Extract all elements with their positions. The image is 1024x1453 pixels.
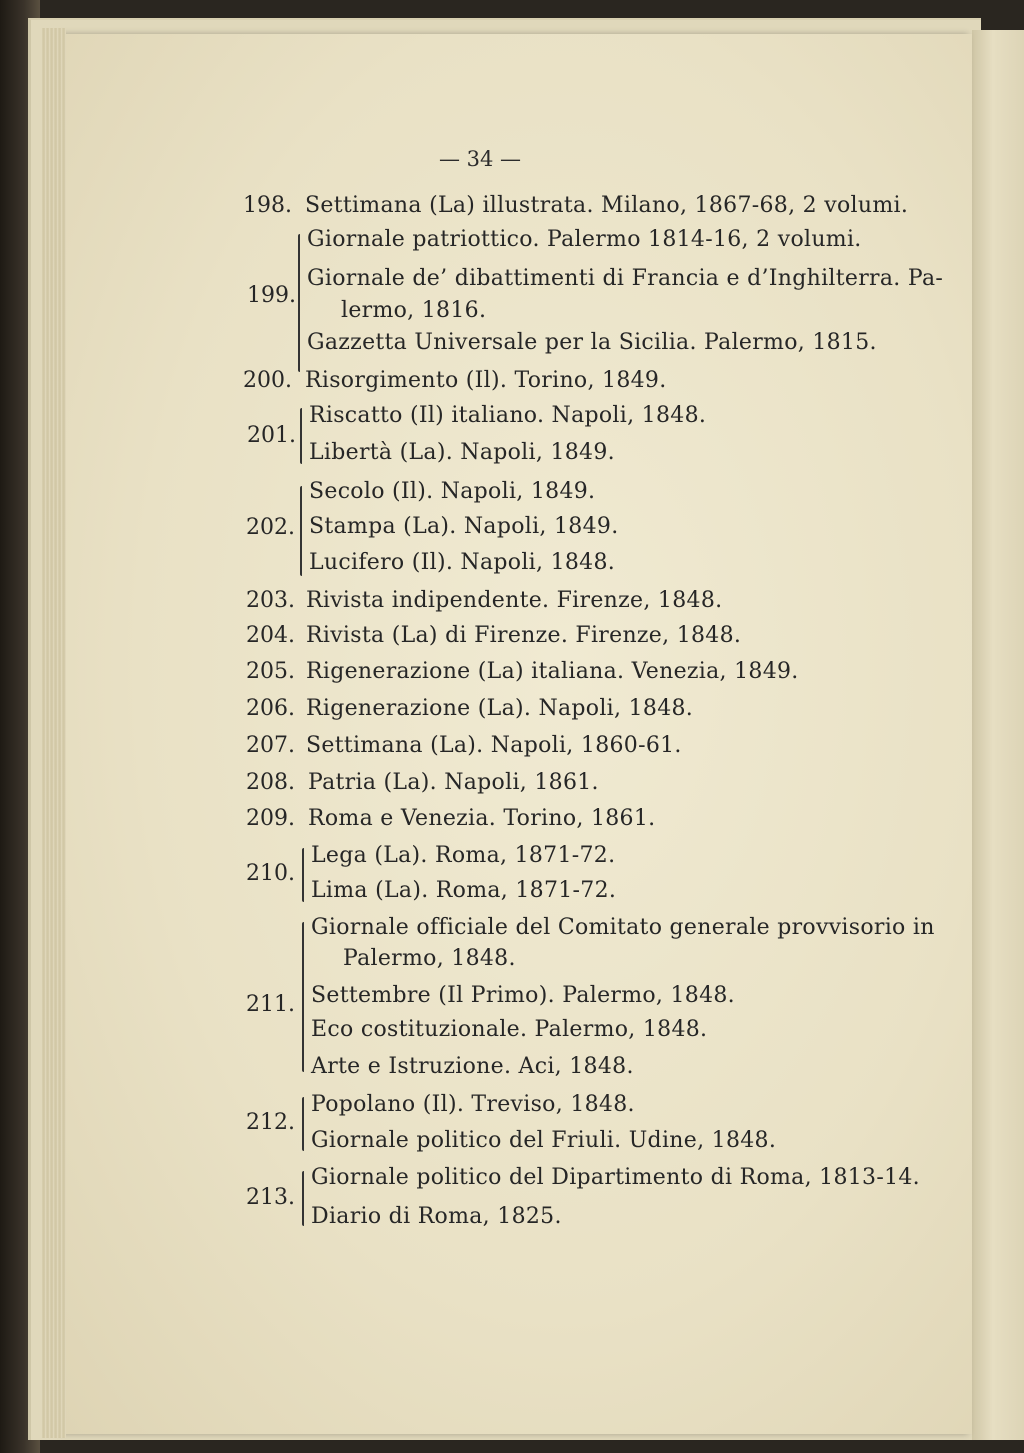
entry-line: Rigenerazione (La) italiana. Venezia, 1849. — [306, 659, 799, 684]
brace-212 — [302, 1097, 304, 1151]
entry-line: Libertà (La). Napoli, 1849. — [309, 440, 615, 465]
entry-line: Diario di Roma, 1825. — [311, 1204, 562, 1229]
entry-line: Giornale politico del Friuli. Udine, 1848. — [311, 1128, 777, 1153]
brace-199 — [298, 234, 300, 372]
entry-line: lermo, 1816. — [341, 298, 487, 323]
entry-number-198: 198. — [243, 193, 292, 218]
entry-line: Stampa (La). Napoli, 1849. — [309, 514, 619, 539]
entry-line: Risorgimento (Il). Torino, 1849. — [305, 368, 667, 393]
brace-210 — [302, 848, 304, 902]
entry-line: Rivista indipendente. Firenze, 1848. — [306, 588, 723, 613]
entry-number-204: 204. — [246, 623, 295, 648]
entry-line: Giornale officiale del Comitato generale provvisorio in — [311, 915, 935, 940]
entry-line: Riscatto (Il) italiano. Napoli, 1848. — [309, 403, 707, 428]
entry-number-208: 208. — [246, 770, 295, 795]
brace-211 — [302, 922, 304, 1072]
entry-number-209: 209. — [246, 806, 295, 831]
entry-line: Settembre (Il Primo). Palermo, 1848. — [311, 983, 735, 1008]
entry-number-210: 210. — [246, 861, 295, 886]
entry-line: Palermo, 1848. — [343, 946, 516, 971]
entry-line: Rigenerazione (La). Napoli, 1848. — [306, 696, 694, 721]
entry-number-202: 202. — [246, 515, 295, 540]
entry-line: Arte e Istruzione. Aci, 1848. — [311, 1054, 634, 1079]
page-number: — 34 — — [438, 147, 522, 171]
entry-line: Lucifero (Il). Napoli, 1848. — [309, 550, 616, 575]
entry-line: Eco costituzionale. Palermo, 1848. — [311, 1017, 708, 1042]
entry-line: Popolano (Il). Treviso, 1848. — [311, 1092, 635, 1117]
brace-201 — [300, 408, 302, 464]
entry-line: Lega (La). Roma, 1871-72. — [311, 843, 616, 868]
entry-number-206: 206. — [246, 696, 295, 721]
entry-line: Giornale politico del Dipartimento di Roma, 1813-14. — [311, 1165, 920, 1190]
entry-number-203: 203. — [246, 588, 295, 613]
entry-number-199: 199. — [247, 283, 296, 308]
facing-page-edge — [972, 30, 1024, 1440]
entry-number-201: 201. — [247, 423, 296, 448]
entry-number-213: 213. — [246, 1185, 295, 1210]
entry-line: Giornale de’ dibattimenti di Francia e d’Inghilterra. Pa- — [307, 266, 944, 291]
entry-number-211: 211. — [246, 992, 295, 1017]
entry-line: Settimana (La) illustrata. Milano, 1867-68, 2 volumi. — [305, 193, 909, 218]
entry-number-212: 212. — [246, 1110, 295, 1135]
entry-line: Gazzetta Universale per la Sicilia. Palermo, 1815. — [307, 330, 877, 355]
brace-202 — [300, 486, 302, 576]
entry-line: Roma e Venezia. Torino, 1861. — [308, 806, 656, 831]
brace-213 — [302, 1171, 304, 1226]
entry-line: Lima (La). Roma, 1871-72. — [311, 878, 617, 903]
entry-number-205: 205. — [246, 659, 295, 684]
entry-line: Secolo (Il). Napoli, 1849. — [309, 479, 596, 504]
entry-line: Settimana (La). Napoli, 1860-61. — [306, 733, 682, 758]
entry-line: Giornale patriottico. Palermo 1814-16, 2 volumi. — [307, 227, 862, 252]
entry-number-200: 200. — [243, 368, 292, 393]
entry-number-207: 207. — [246, 733, 295, 758]
entry-line: Patria (La). Napoli, 1861. — [308, 770, 599, 795]
entry-line: Rivista (La) di Firenze. Firenze, 1848. — [306, 623, 742, 648]
